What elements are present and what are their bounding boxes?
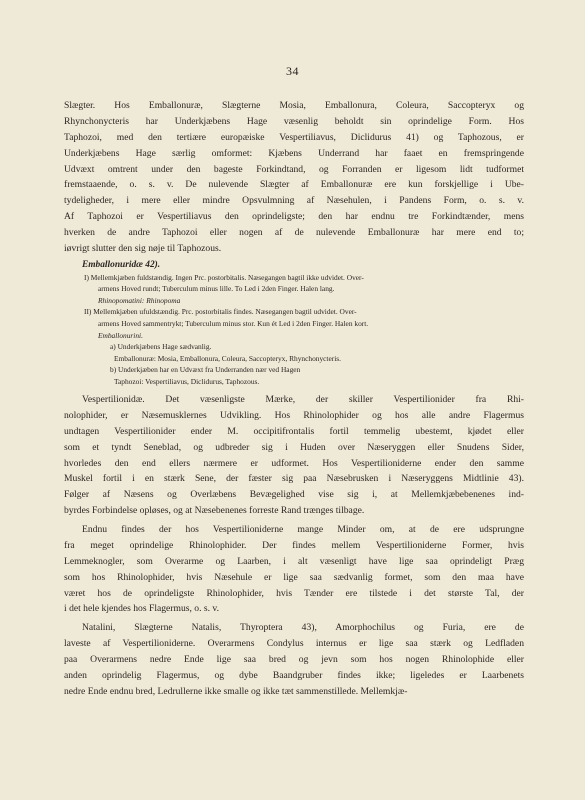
text-line: Taphozoi, med den tertiære europæiske Vespertiliavus, Diclidurus 41) og Taphozous, er — [64, 131, 524, 143]
text-line: som hos Rhinolophider, hvis Næsehule er lige saa sædvanlig formet, som den maa have — [64, 571, 524, 583]
text-line: Natalini, Slægterne Natalis, Thyroptera 43), Amorphochilus og Furia, ere de — [82, 622, 524, 633]
table-row: armens Hoved sammentrykt; Tuberculum minus stor. Kun ét Led i 2den Finger. Halen kort. — [98, 318, 369, 328]
text-line: nolophider, er Næsemusklernes Udvikling. Hos Rhinolophider og hos alle andre Flagermus — [64, 409, 524, 421]
text-line: Lemmeknogler, som Overarme og Laarben, i alt væsenligt have lige saa oprindeligt Præg — [64, 555, 524, 567]
text-line: Af Taphozoi er Vespertiliavus den oprindeligste; den har endnu tre Forkindtænder, mens — [64, 211, 524, 223]
table-heading: Emballonuridæ 42). — [82, 260, 161, 270]
text-line: iøvrigt slutter den sig nøje til Taphozous. — [64, 243, 222, 255]
text-line: Vespertilionidæ. Det væsenligste Mærke, der skiller Vespertilionider fra Rhi- — [82, 394, 524, 405]
paragraph-vespertilionidae — [64, 392, 524, 519]
table-row: a) Underkjæbens Hage sædvanlig. — [110, 342, 212, 352]
classification-table — [64, 260, 524, 388]
table-row: b) Underkjæben har en Udvæxt fra Underranden nær ved Hagen — [110, 365, 301, 375]
text-line: laveste af Vespertilioniderne. Overarmens Condylus internus er lige saa stærk og Ledfladen — [64, 637, 524, 649]
text-line: nedre Ende endnu bred, Ledrullerne ikke smalle og ikke tæt sammenstillede. Mellemkjæ- — [64, 685, 408, 697]
table-row: Emballonurini. — [98, 330, 143, 340]
text-line: i det hele kjendes hos Flagermus, o. s. v. — [64, 603, 219, 615]
table-row: Taphozoi: Vespertiliavus, Diclidurus, Taphozous. — [114, 376, 260, 386]
table-row: armens Hoved rundt; Tuberculum minus lille. To Led i 2den Finger. Halen lang. — [98, 284, 335, 294]
text-line: byrdes Forbindelse opløses, og at Næsebenenes forreste Rand trænges tilbage. — [64, 505, 365, 517]
text-line: paa Overarmens nedre Ende lige saa bred og jevn som hos nogen Rhinolophide eller — [64, 653, 524, 665]
text-line: været hos de oprindeligste Rhinolophider, hvis Tænder ere tilstede i det største Tal, der — [64, 587, 524, 599]
text-line: Følger af Næsens og Overlæbens Bevægelighed vise sig i, at Mellemkjæbebenenes ind- — [64, 489, 524, 501]
paragraph-intro — [64, 98, 524, 257]
text-line: som et tyndt Seneblad, og udbreder sig i Huden over Næseryggen eller Snudens Sider, — [64, 441, 524, 453]
page-number: 34 — [286, 64, 299, 78]
text-line: Endnu findes der hos Vespertilioniderne mange Minder om, at de ere udsprungne — [82, 524, 524, 535]
table-row: Emballonuræ: Mosia, Emballonura, Coleura, Saccopteryx, Rhynchonycteris. — [114, 353, 342, 363]
text-line: fremstaaende, o. s. v. De nulevende Slægter af Emballonuræ ere kun forskjellige i Ube- — [64, 179, 524, 191]
text-line: fra meget oprindelige Rhinolophider. Der findes mellem Vespertilioniderne Former, hvis — [64, 539, 524, 551]
text-line: hverken de andre Taphozoi eller nogen af de nulevende Emballonuræ har mere end to; — [64, 227, 524, 239]
text-line: tydeligheder, i mere eller mindre Opsvulmning af Næsehulen, i Pandens Form, o. s. v. — [64, 195, 524, 207]
text-line: Muskel fortil i en stærk Sene, der fæster sig paa Næsebrusken i Næseryggens Midtlinie 43). — [64, 473, 524, 485]
table-row: Rhinopomatini: Rhinopoma — [98, 295, 181, 305]
table-row: I) Mellemkjæben fuldstændig. Ingen Prc. postorbitalis. Næsegangen bagtil ikke udvidet. Over- — [84, 272, 364, 282]
paragraph-natalini — [64, 620, 524, 699]
text-line: anden oprindelig Flagermus, og dybe Baandgruber findes ikke; ligeledes er Laarbenets — [64, 669, 524, 681]
text-line: Slægter. Hos Emballonuræ, Slægterne Mosia, Emballonura, Coleura, Saccopteryx og — [64, 100, 524, 111]
text-line: Rhynchonycteris har Underkjæbens Hage væsenlig beholdt sin oprindelige Form. Hos — [64, 115, 524, 127]
text-line: Underkjæbens Hage særlig omformet: Kjæbens Underrand har faaet en fremspringende — [64, 147, 524, 159]
text-line: undtagen Vespertilionider ender M. occipitifrontalis fortil temmelig ubestemt, kjødet eller — [64, 425, 524, 437]
table-row: II) Mellemkjæben ufuldstændig. Prc. postorbitalis findes. Næsegangen bagtil udvidet. Over- — [84, 307, 357, 317]
text-line: Udvæxt omtrent under den bageste Forkindtand, og Forranden er ligesom lidt tudformet — [64, 163, 524, 175]
paragraph-minder — [64, 522, 524, 617]
text-line: hvorledes den end ellers nærmere er udformet. Hos Vespertilioniderne ender den samme — [64, 457, 524, 469]
